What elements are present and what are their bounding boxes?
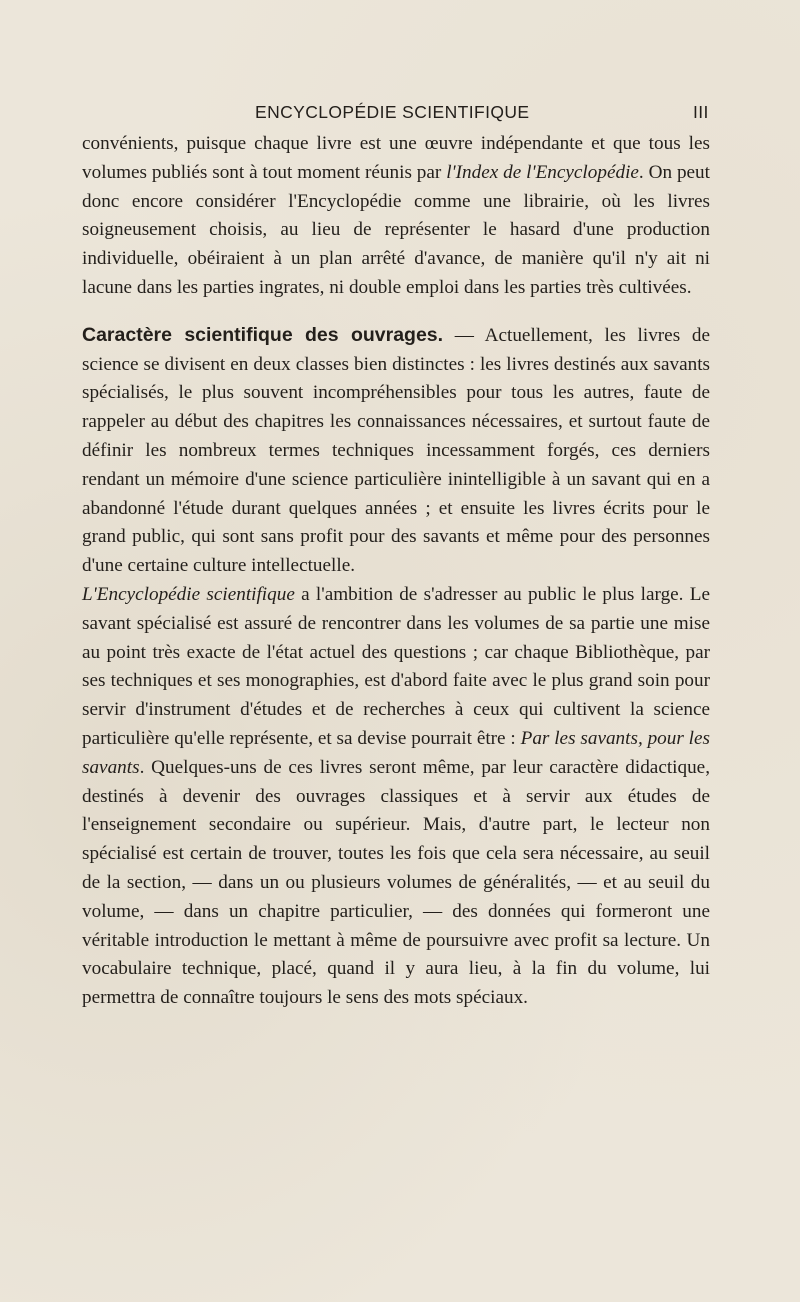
paragraph-3-part1: a l'ambition de s'adresser au public le plus large. Le savant spécialisé est assuré de rencontrer dans les volumes de sa partie une mise au point très exacte de l'état actuel des questions ; car chaque Bibliothèque, par ses techniques et ses monographies, est d'abord faite avec le plus grand soin pour servir d'instrument d'études et de recherches à ceux qui cultivent la science particulière qu'elle représente, et sa devise pourrait être : (82, 583, 710, 749)
index-title: l'Index de l'Encyclopédie (446, 161, 639, 183)
paragraph-1 (82, 130, 710, 303)
paragraph-1-part1: convénients, puisque chaque livre est une œuvre indépendante et que tous les volumes publiés sont à tout moment réunis par (82, 133, 710, 183)
paragraph-3-part2: . Quelques-uns de ces livres seront même, par leur caractère didactique, destinés à devenir des ouvrages classiques et à servir aux études de l'enseignement secondaire ou supérieur. Mais, d'autre part, le lecteur non spécialisé est certain de trouver, toutes les fois que cela sera nécessaire, au seuil de la section, — dans un ou plusieurs volumes de généralités, — et au seuil du volume, — dans un chapitre particulier, — des données qui formeront une véritable introduction le mettant à même de poursuivre avec profit sa lecture. Un vocabulaire technique, placé, quand il y aura lieu, à la fin du volume, lui permettra de connaître toujours le sens des mots spéciaux. (82, 756, 710, 1009)
paragraph-3 (82, 581, 710, 1013)
running-title: ENCYCLOPÉDIE SCIENTIFIQUE (255, 102, 530, 122)
motto: Par les savants, pour les savants (82, 727, 710, 778)
running-header (0, 102, 800, 126)
paragraph-2-text: — Actuellement, les livres de science se divisent en deux classes bien distinctes : les livres destinés aux savants spécialisés, le plus souvent incompréhensibles pour tous les autres, faute de rappeler au début des chapitres les connaissances nécessaires, et surtout faute de définir les nombreux termes techniques incessamment forgés, ces derniers rendant un mémoire d'une science particulière inintelligible à un savant qui en a abandonné l'étude durant quelques années ; et ensuite les livres écrits pour le grand public, qui sont sans profit pour des savants et même pour des personnes d'une certaine culture intellectuelle. (82, 324, 710, 577)
page-number: III (693, 102, 709, 122)
paragraph-1-part2: . On peut donc encore considérer l'Encyclopédie comme une librairie, où les livres soigneusement choisis, au lieu de représenter le hasard d'une production individuelle, obéiraient à un plan arrêté d'avance, de manière qu'il n'y ait ni lacune dans les parties ingrates, ni double emploi dans les parties très cultivées. (82, 161, 710, 298)
body-text (82, 130, 710, 1013)
section-heading: Caractère scientifique des ouvrages. (82, 323, 444, 346)
encyclopedie-title: L'Encyclopédie scientifique (82, 583, 295, 605)
paragraph-2 (82, 321, 710, 581)
